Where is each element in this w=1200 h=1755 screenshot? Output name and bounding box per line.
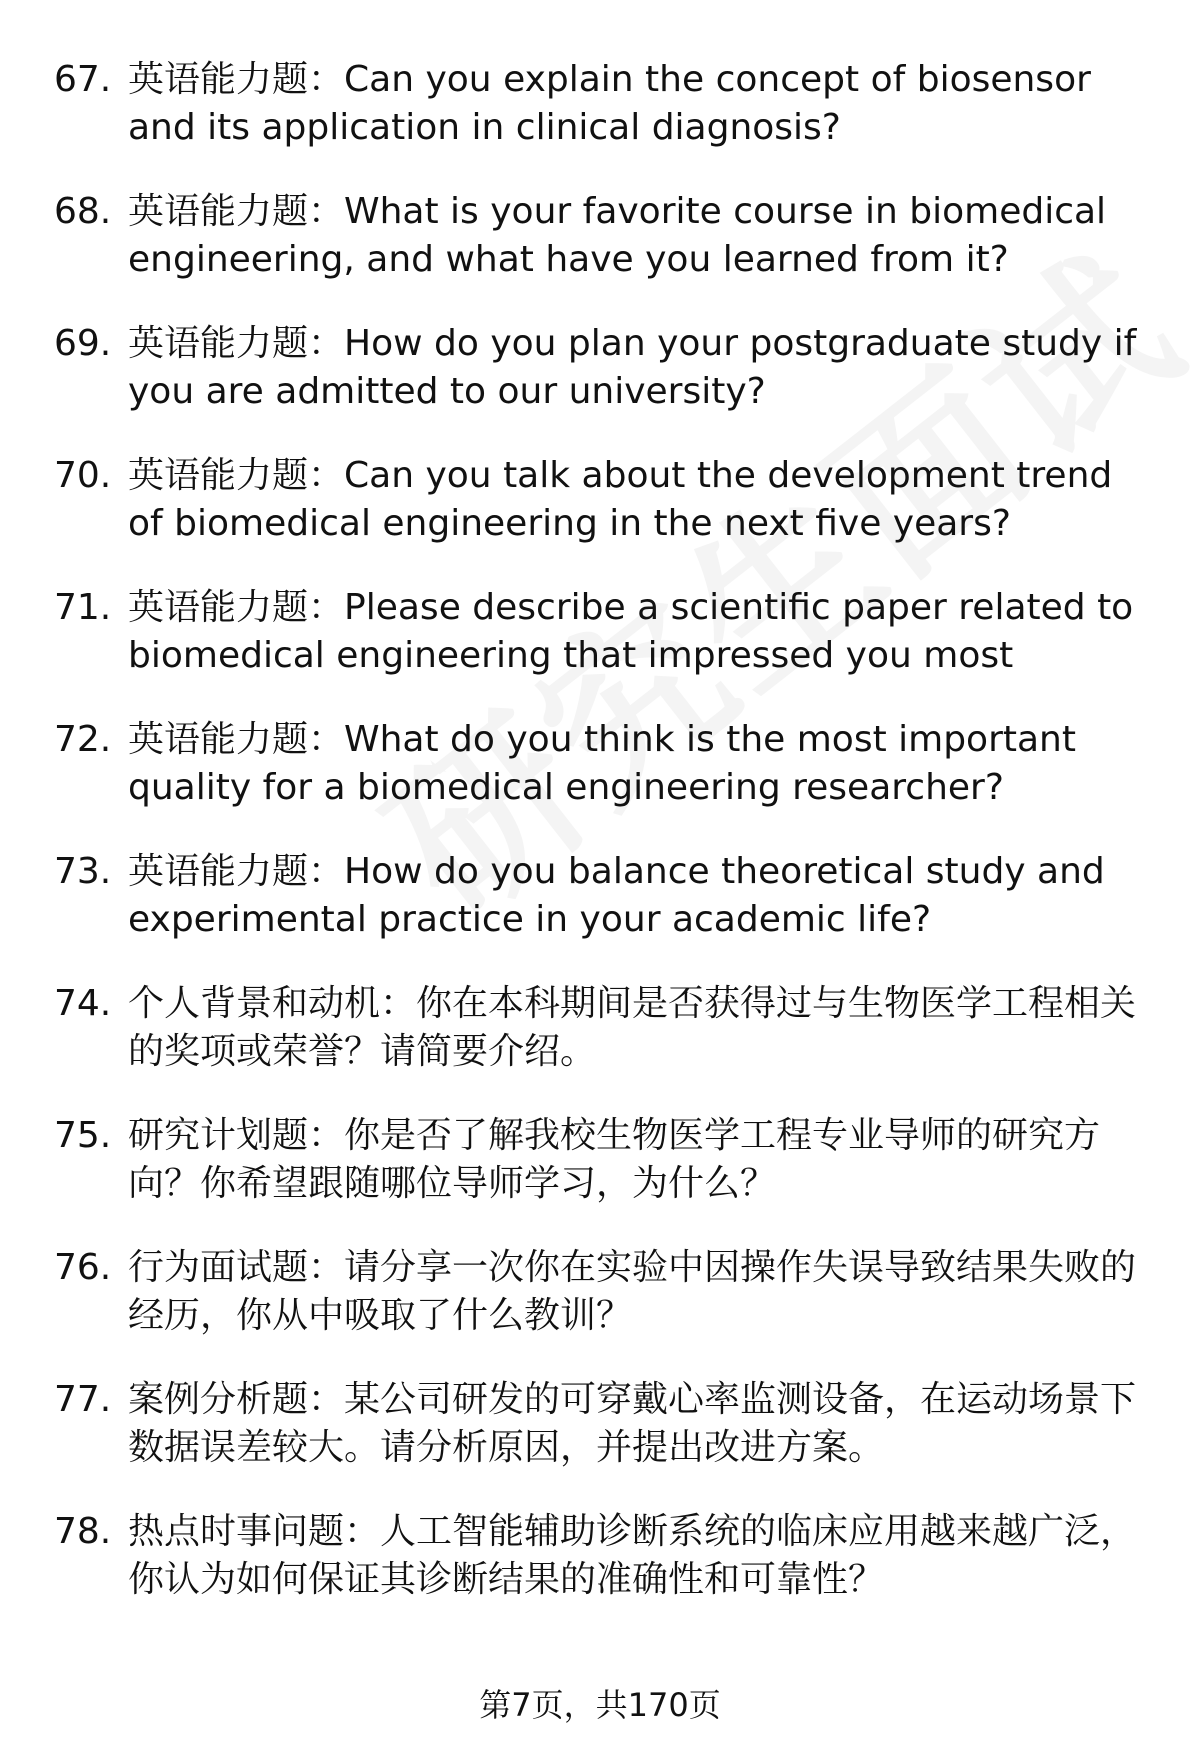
question-body <box>128 320 1138 416</box>
question-number: 70. <box>54 455 112 496</box>
question-number: 67. <box>54 59 112 100</box>
question-item <box>0 716 1200 848</box>
question-category: 英语能力题： <box>128 191 345 232</box>
question-number: 77. <box>54 1379 112 1420</box>
question-text: Please describe a scientific paper related to biomedical engineering that impressed you most <box>128 587 1134 676</box>
question-number: 73. <box>54 851 112 892</box>
question-category: 英语能力题： <box>128 851 345 892</box>
question-item <box>0 1244 1200 1376</box>
question-text: How do you plan your postgraduate study if you are admitted to our university? <box>128 323 1137 412</box>
question-body <box>128 848 1138 944</box>
question-item <box>0 980 1200 1112</box>
question-category: 研究计划题： <box>128 1115 345 1156</box>
question-item <box>0 452 1200 584</box>
question-text: Can you explain the concept of biosensor and its application in clinical diagnosis? <box>128 59 1091 148</box>
question-body <box>128 452 1138 548</box>
question-number: 72. <box>54 719 112 760</box>
question-text: 某公司研发的可穿戴心率监测设备，在运动场景下数据误差较大。请分析原因，并提出改进方案。 <box>128 1379 1137 1468</box>
question-body <box>128 1244 1138 1340</box>
question-category: 个人背景和动机： <box>128 983 417 1024</box>
question-list <box>0 56 1200 1640</box>
question-item <box>0 1112 1200 1244</box>
question-body <box>128 188 1138 284</box>
question-number: 68. <box>54 191 112 232</box>
question-body <box>128 584 1138 680</box>
question-body <box>128 56 1138 152</box>
question-item <box>0 848 1200 980</box>
question-item <box>0 188 1200 320</box>
question-item <box>0 320 1200 452</box>
question-text: 你是否了解我校生物医学工程专业导师的研究方向？你希望跟随哪位导师学习，为什么？ <box>128 1115 1101 1204</box>
question-body <box>128 1508 1138 1604</box>
question-category: 英语能力题： <box>128 587 345 628</box>
question-body <box>128 1112 1138 1208</box>
question-category: 行为面试题： <box>128 1247 345 1288</box>
question-text: 你在本科期间是否获得过与生物医学工程相关的奖项或荣誉？请简要介绍。 <box>128 983 1137 1072</box>
question-category: 英语能力题： <box>128 719 345 760</box>
question-category: 案例分析题： <box>128 1379 345 1420</box>
question-item <box>0 56 1200 188</box>
question-text: 人工智能辅助诊断系统的临床应用越来越广泛，你认为如何保证其诊断结果的准确性和可靠性？ <box>128 1511 1137 1600</box>
question-number: 69. <box>54 323 112 364</box>
question-body <box>128 1376 1138 1472</box>
question-body <box>128 980 1138 1076</box>
question-category: 热点时事问题： <box>128 1511 381 1552</box>
question-text: 请分享一次你在实验中因操作失误导致结果失败的经历，你从中吸取了什么教训？ <box>128 1247 1137 1336</box>
question-number: 71. <box>54 587 112 628</box>
question-text: What do you think is the most important quality for a biomedical engineering researcher? <box>128 719 1076 808</box>
question-number: 76. <box>54 1247 112 1288</box>
question-category: 英语能力题： <box>128 323 345 364</box>
question-number: 78. <box>54 1511 112 1552</box>
question-category: 英语能力题： <box>128 455 345 496</box>
question-item <box>0 584 1200 716</box>
question-number: 75. <box>54 1115 112 1156</box>
page-number-label: 第7页，共170页 <box>479 1686 721 1724</box>
question-category: 英语能力题： <box>128 59 345 100</box>
question-text: How do you balance theoretical study and experimental practice in your academic life? <box>128 851 1105 940</box>
question-text: Can you talk about the development trend of biomedical engineering in the next five years? <box>128 455 1113 544</box>
question-item <box>0 1376 1200 1508</box>
page-footer <box>0 1683 1200 1727</box>
question-body <box>128 716 1138 812</box>
question-number: 74. <box>54 983 112 1024</box>
question-item <box>0 1508 1200 1640</box>
question-text: What is your favorite course in biomedical engineering, and what have you learned from it? <box>128 191 1107 280</box>
